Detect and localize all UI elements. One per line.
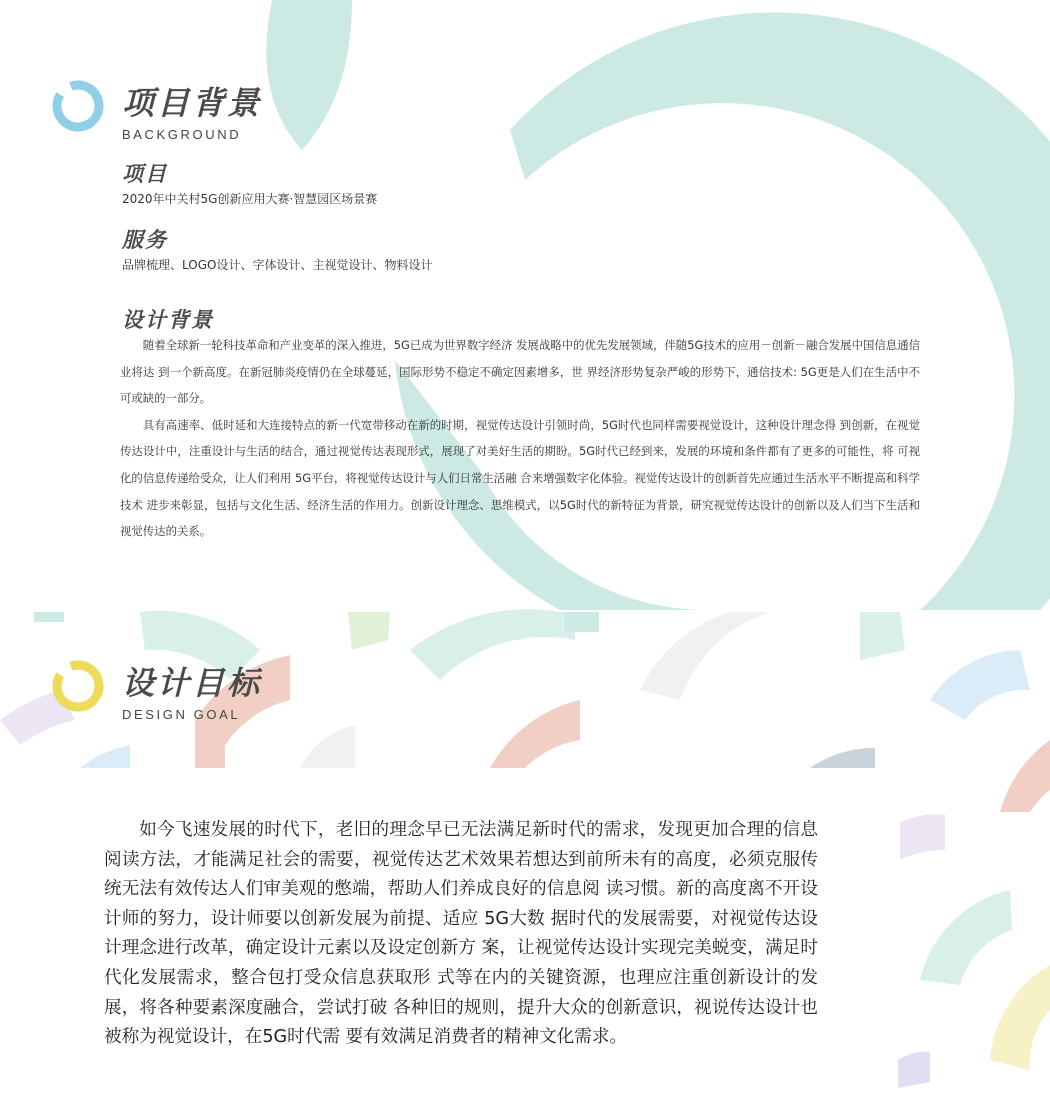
design-background-label: 设计背景 (122, 308, 214, 332)
top-mint-band (266, 0, 352, 150)
background-subtitle: BACKGROUND (122, 127, 242, 142)
design-goal-paragraph: 如今飞速发展的时代下，老旧的理念早已无法满足新时代的需求，发现更加合理的信息阅读方法，才能满足社会的需要，视觉传达艺术效果若想达到前所未有的高度，必须克服传统无法有效传达人们审美观的憋端，帮助人们养成良好的信息阅 读习惯。新的高度离不开设计师的努力，设计师要以创新发展为前提、适应 5G大数 据时代的发展需要，对视觉传达设计理念进行改革，确定设计元素以及设定创新方 案，让视觉传达设计实现完美蜕变，满足时代化发展需求，整合包打受众信息获取形 式等在内的关键资源，也理应注重创新设计的发展，将各种要素深度融合，尝试打破 各种旧的规则，提升大众的创新意识，视说传达设计也被称为视觉设计，在5G时代需 要有效满足消费者的精神文化需求。 (104, 820, 818, 1048)
lower-right-decor (898, 814, 1050, 1088)
goal-title: 设计目标 (122, 664, 263, 702)
goal-subtitle: DESIGN GOAL (122, 707, 241, 722)
project-label: 项目 (122, 162, 168, 186)
service-label: 服务 (122, 228, 168, 252)
blue-ring-icon (50, 78, 106, 134)
design-goal-text (104, 816, 818, 1053)
service-text: 品牌梳理、LOGO设计、字体设计、主视觉设计、物料设计 (122, 258, 433, 272)
background-title: 项目背景 (122, 84, 263, 122)
yellow-ring-icon (50, 658, 106, 714)
project-text: 2020年中关村5G创新应用大赛·智慧园区场景赛 (122, 192, 378, 206)
design-background-paragraph-1: 随着全球新一轮科技革命和产业变革的深入推进，5G已成为世界数字经济 发展战略中的优先发展领域，伴随5G技术的应用－创新－融合发展中国信息通信业将达 到一个新高度。在新冠肺炎疫情仍在全球蔓延，国际形势不稳定不确定因素增多，世 界经济形势复杂严峻的形势下，通信技术: 5G更是人们在生活中不可或缺的一部分。 (120, 338, 920, 406)
design-background-text (120, 332, 920, 545)
design-background-paragraph-2: 具有高速率、低时延和大连接特点的新一代宽带移动在新的时期，视觉传达设计引领时尚，5G时代也同样需要视觉设计，这种设计理念得 到创新，在视觉传达设计中，注重设计与生活的结合，通过视觉传达表现形式，展现了对美好生活的期盼。5G时代已经到来，发展的环境和条件都有了更多的可能性，将 可视化的信息传递给受众，让人们利用 5G平台，将视觉传达设计与人们日常生活融 合来增强数字化体验。视觉传达设计的创新首先应通过生活水平不断提高和科学技术 进步来彰显，包括与文化生活、经济生活的作用力。创新设计理念、思维模式，以5G时代的新特征为背景，研究视觉传达设计的创新以及人们当下生活和视觉传达的关系。 (120, 417, 920, 539)
